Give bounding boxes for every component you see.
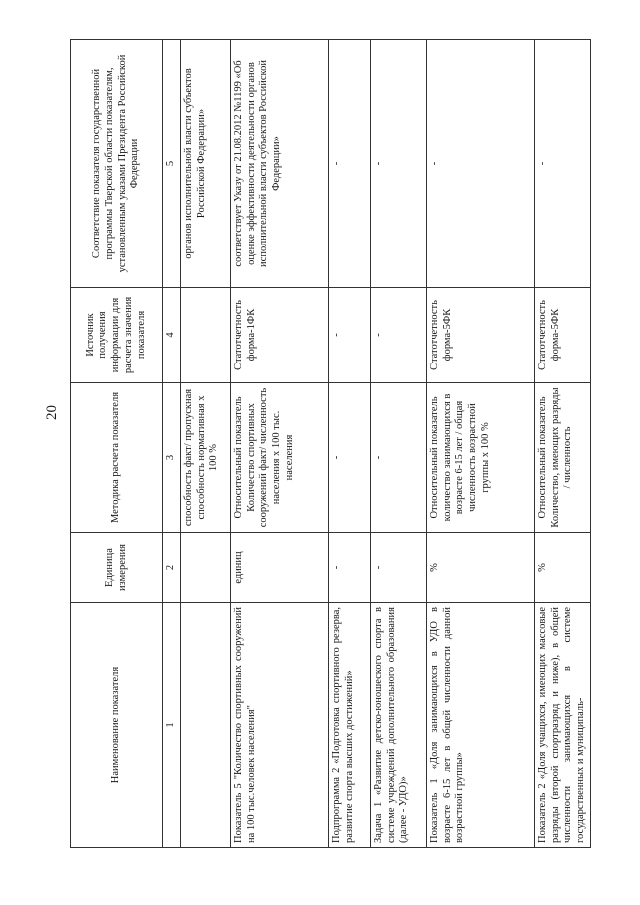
table-row [180,40,230,848]
unit: - [370,533,426,603]
column-number: 4 [163,288,181,383]
header-cell: Методика расчета показателя [71,383,163,533]
decree-correspondence: органов исполнительной власти субъектов Российской Федерации» [180,40,230,288]
indicator-name: Задача 1 «Развитие детско-юношеского спорта в системе учреждений дополнительного образования (далее - УДО)» [370,603,426,848]
unit [180,533,230,603]
indicator-name [180,603,230,848]
table-row [426,40,534,848]
decree-correspondence: соответствует Указу от 21.08.2012 №1199 «Об оценке эффективности деятельности органов исполнительной власти субъектов Российской Федерации» [230,40,328,288]
indicator-name: Показатель 1 «Доля занимающихся в УДО в возрасте 6-15 лет в общей численности данной возрастной группы» [426,603,534,848]
table-row [328,40,370,848]
column-number: 1 [163,603,181,848]
header-cell: Источник получения информации для расчета значения показателя [71,288,163,383]
indicator-name: Подпрограмма 2 «Подготовка спортивного резерва, развитие спорта высших достижений» [328,603,370,848]
column-number: 3 [163,383,181,533]
unit: единиц [230,533,328,603]
table-row [534,40,590,848]
table-row [370,40,426,848]
column-number: 5 [163,40,181,288]
calculation-method: Относительный показатель Количество спортивных сооружений факт/ численность населения х 100 тыс. населения [230,383,328,533]
column-number: 2 [163,533,181,603]
calculation-method: - [370,383,426,533]
decree-correspondence: - [534,40,590,288]
decree-correspondence: - [328,40,370,288]
decree-correspondence: - [370,40,426,288]
header-cell: Единица измерения [71,533,163,603]
calculation-method: способность факт/ пропускная способность нормативная х 100 % [180,383,230,533]
header-row [71,40,163,848]
info-source: Статотчетность форма-1ФК [230,288,328,383]
info-source [180,288,230,383]
info-source: Статотчетность форма-5ФК [426,288,534,383]
indicator-name: Показатель 2 «Доля учащихся, имеющих массовые разряды (второй спортразряд и ниже), в общей численности занимающихся в системе государственных и муниципаль- [534,603,590,848]
decree-correspondence: - [426,40,534,288]
indicator-name: Показатель 5 "Количество спортивных сооружений на 100 тыс.человек населения" [230,603,328,848]
info-source: - [328,288,370,383]
header-cell: Соответствие показателя государственной программы Тверской области показателям, установленным указами Президента Российской Федерации [71,40,163,288]
unit: - [328,533,370,603]
info-source: Статотчетность форма-5ФК [534,288,590,383]
column-number-row [163,40,181,848]
unit: % [534,533,590,603]
calculation-method: Относительный показатель Количество, имеющих разряды / численность [534,383,590,533]
indicators-table [70,39,591,848]
info-source: - [370,288,426,383]
page-number: 20 [44,405,60,420]
calculation-method: Относительный показатель количество занимающихся в возрасте 6-15 лет / общая численность возрастной группы х 100 % [426,383,534,533]
header-cell: Наименование показателя [71,603,163,848]
calculation-method: - [328,383,370,533]
unit: % [426,533,534,603]
table-row [230,40,328,848]
rotated-table-wrapper [70,40,587,848]
